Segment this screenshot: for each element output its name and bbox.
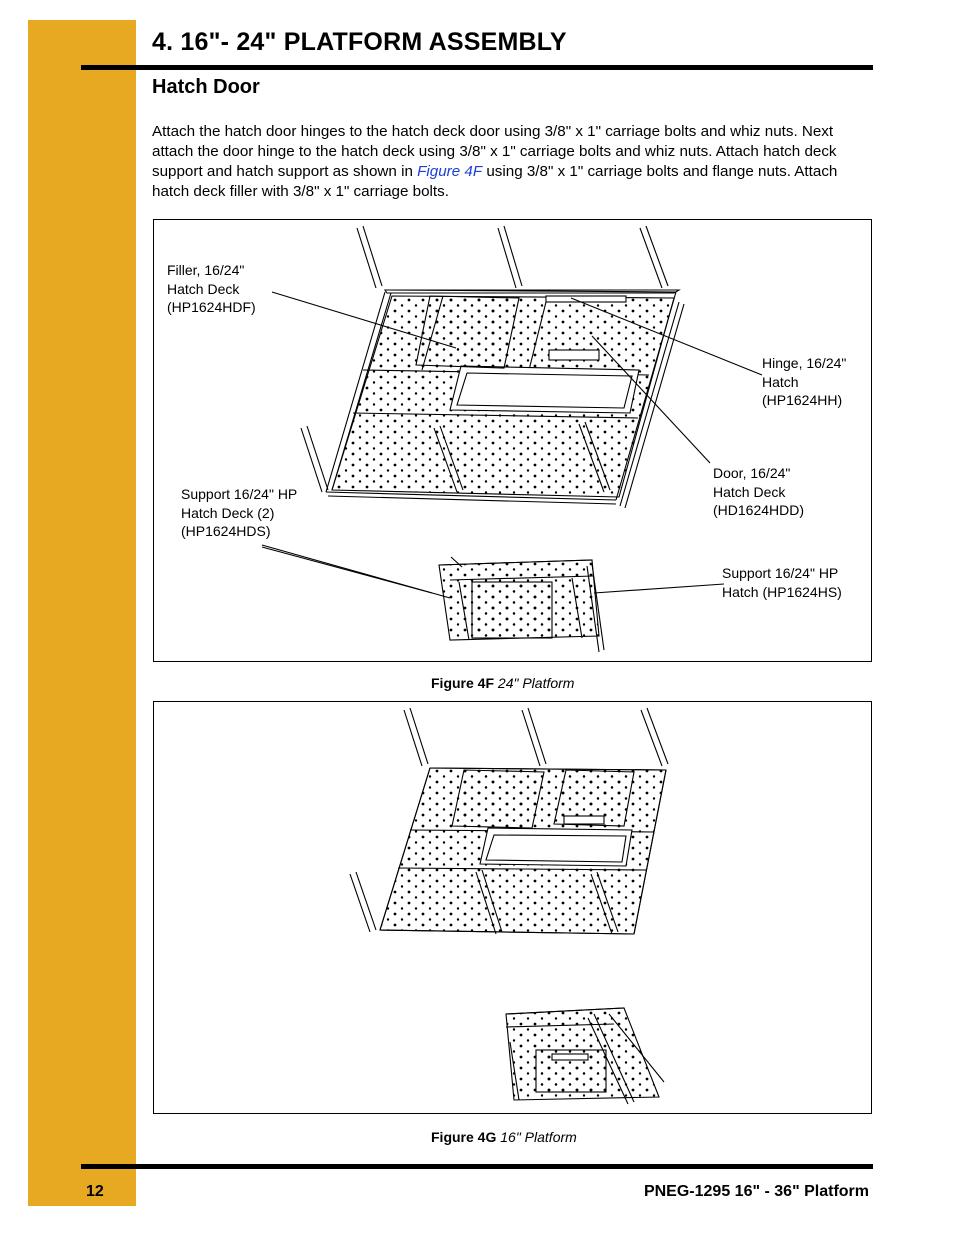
callout-door: Door, 16/24" Hatch Deck (HD1624HDD) <box>713 465 805 518</box>
caption-text: 24" Platform <box>494 675 575 691</box>
footer-rule <box>81 1164 873 1169</box>
sidebar-band <box>28 20 136 1206</box>
section-title: Hatch Door <box>152 76 260 98</box>
callout-filler: Filler, 16/24" Hatch Deck (HP1624HDF) <box>167 262 256 315</box>
figure-4f-caption <box>431 675 574 691</box>
callout-support-hatch: Support 16/24" HP Hatch (HP1624HS) <box>722 565 842 600</box>
callout-support-deck: Support 16/24" HP Hatch Deck (2) (HP1624HDS) <box>181 486 298 539</box>
paragraph-text: Attach the hatch door hinges to the hatch deck door using 3/8" x 1" carriage bolts and whiz nuts. Next attach the door hinge to the hatch deck using 3/8" x 1" carriage bolts and whiz nuts. Attach hatch deck support and hatch support as shown in <box>152 123 837 180</box>
callout-hinge: Hinge, 16/24" Hatch (HP1624HH) <box>762 355 847 408</box>
caption-text: 16" Platform <box>496 1129 577 1145</box>
figure-4g <box>153 701 872 1114</box>
caption-label: Figure 4F <box>431 675 495 691</box>
paragraph-text: using 3/8" x 1" carriage bolts and flange nuts. Attach hatch deck filler with 3/8" x 1" carriage bolts. <box>152 163 838 200</box>
figure-4g-drawing <box>154 702 871 1113</box>
page-number: 12 <box>86 1183 104 1200</box>
caption-label: Figure 4G <box>431 1129 497 1145</box>
document-title: PNEG-1295 16" - 36" Platform <box>643 1183 869 1200</box>
instructions-paragraph <box>152 122 872 202</box>
header-rule <box>81 65 873 70</box>
page-title: 4. 16"- 24" PLATFORM ASSEMBLY <box>152 28 567 56</box>
figure-4f-link[interactable]: Figure 4F <box>417 163 483 180</box>
figure-4g-caption <box>431 1129 577 1145</box>
figure-4f <box>153 219 872 662</box>
